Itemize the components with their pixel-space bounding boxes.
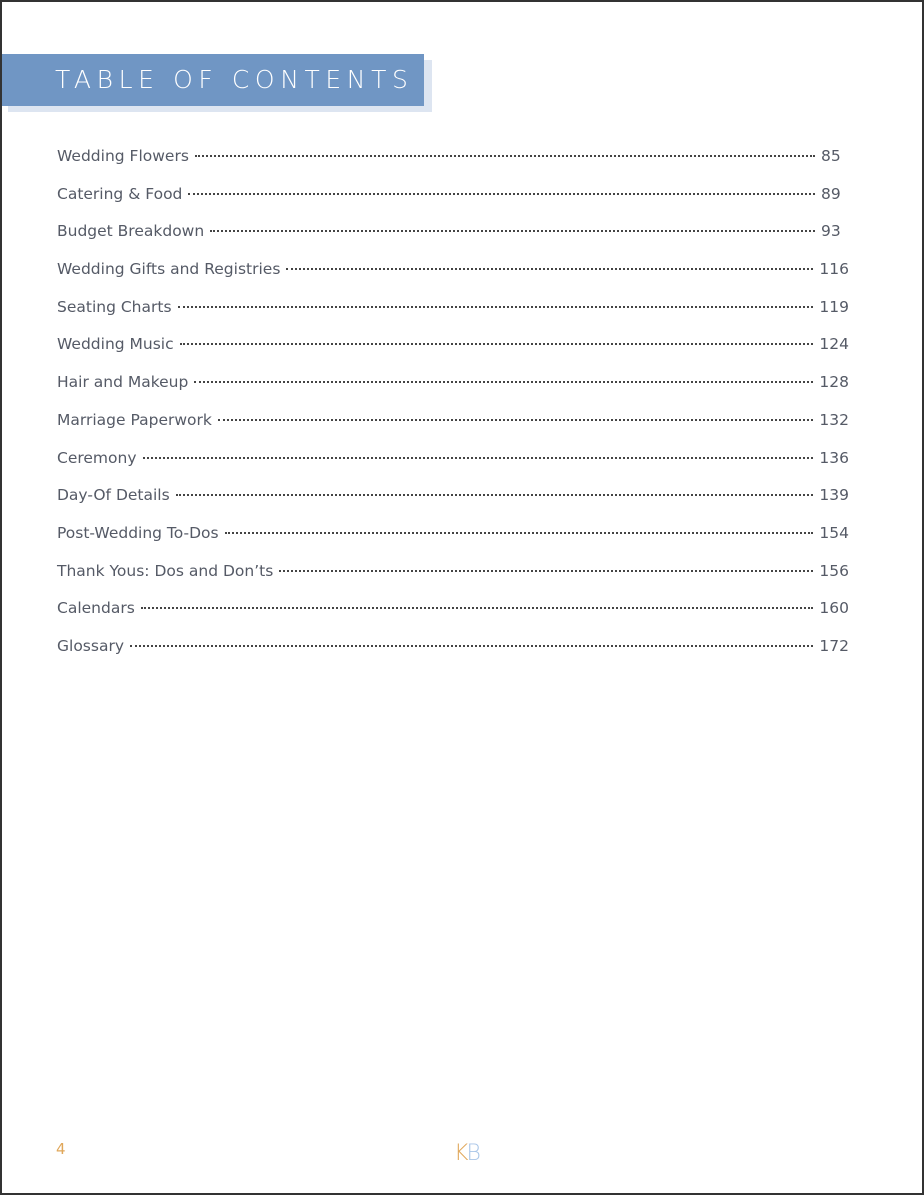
toc-entry[interactable] — [57, 330, 849, 368]
dot-leader — [141, 607, 814, 609]
footer-page-number: 4 — [56, 1140, 66, 1158]
toc-entry-page: 132 — [819, 410, 849, 429]
banner-background — [2, 54, 424, 106]
toc-entry-title: Wedding Gifts and Registries — [57, 260, 281, 279]
toc-entry-page: 172 — [819, 636, 849, 655]
toc-entry[interactable] — [57, 406, 849, 444]
dot-leader — [210, 230, 815, 232]
dot-leader — [178, 306, 814, 308]
toc-entry[interactable] — [57, 293, 849, 331]
toc-entry[interactable] — [57, 632, 849, 670]
dot-leader — [195, 155, 815, 157]
toc-entry-page: 119 — [819, 297, 849, 316]
toc-entry-page: 136 — [819, 448, 849, 467]
kb-logo-icon — [454, 1141, 479, 1166]
logo-letter-b: B — [466, 1141, 479, 1166]
toc-entry-page: 154 — [819, 523, 849, 542]
toc-entry-page: 85 — [821, 147, 841, 165]
dot-leader — [130, 645, 813, 647]
page-title: TABLE OF CONTENTS — [55, 65, 414, 94]
dot-leader — [143, 457, 814, 459]
toc-entry-title: Ceremony — [57, 448, 137, 467]
toc-entry-page: 128 — [819, 373, 849, 392]
toc-entry-title: Marriage Paperwork — [57, 410, 212, 429]
toc-entry-page: 124 — [819, 335, 849, 354]
dot-leader — [279, 570, 813, 572]
toc-entry[interactable] — [57, 142, 849, 180]
toc-entry-title: Wedding Music — [57, 335, 174, 354]
toc-entry-title: Catering & Food — [57, 184, 183, 203]
toc-entry[interactable] — [57, 180, 849, 218]
dot-leader — [225, 532, 814, 534]
toc-entry-title: Hair and Makeup — [57, 373, 189, 392]
toc-entry[interactable] — [57, 368, 849, 406]
toc-entry[interactable] — [57, 217, 849, 255]
toc-entry[interactable] — [57, 444, 849, 482]
toc-entry-title: Wedding Flowers — [57, 147, 189, 165]
dot-leader — [218, 419, 814, 421]
dot-leader — [176, 494, 814, 496]
toc-entry-title: Post-Wedding To-Dos — [57, 523, 219, 542]
toc-entry-page: 156 — [819, 561, 849, 580]
dot-leader — [180, 343, 814, 345]
toc-entry-title: Day-Of Details — [57, 486, 170, 505]
dot-leader — [188, 193, 815, 195]
dot-leader — [194, 381, 813, 383]
toc-entry-title: Thank Yous: Dos and Don’ts — [57, 561, 274, 580]
toc-header-banner — [2, 54, 432, 114]
toc-entry-page: 139 — [819, 486, 849, 505]
logo-letter-k: K — [454, 1141, 467, 1166]
table-of-contents — [57, 142, 849, 670]
toc-entry-title: Calendars — [57, 599, 135, 618]
toc-entry-title: Budget Breakdown — [57, 222, 205, 241]
toc-entry-page: 93 — [821, 222, 841, 241]
dot-leader — [286, 268, 813, 270]
toc-entry-title: Glossary — [57, 636, 124, 655]
toc-entry[interactable] — [57, 519, 849, 557]
toc-entry[interactable] — [57, 481, 849, 519]
toc-entry-page: 160 — [819, 599, 849, 618]
toc-entry[interactable] — [57, 255, 849, 293]
toc-entry-title: Seating Charts — [57, 297, 172, 316]
toc-entry[interactable] — [57, 557, 849, 595]
toc-entry-page: 89 — [821, 184, 841, 203]
toc-entry[interactable] — [57, 594, 849, 632]
toc-entry-page: 116 — [819, 260, 849, 279]
